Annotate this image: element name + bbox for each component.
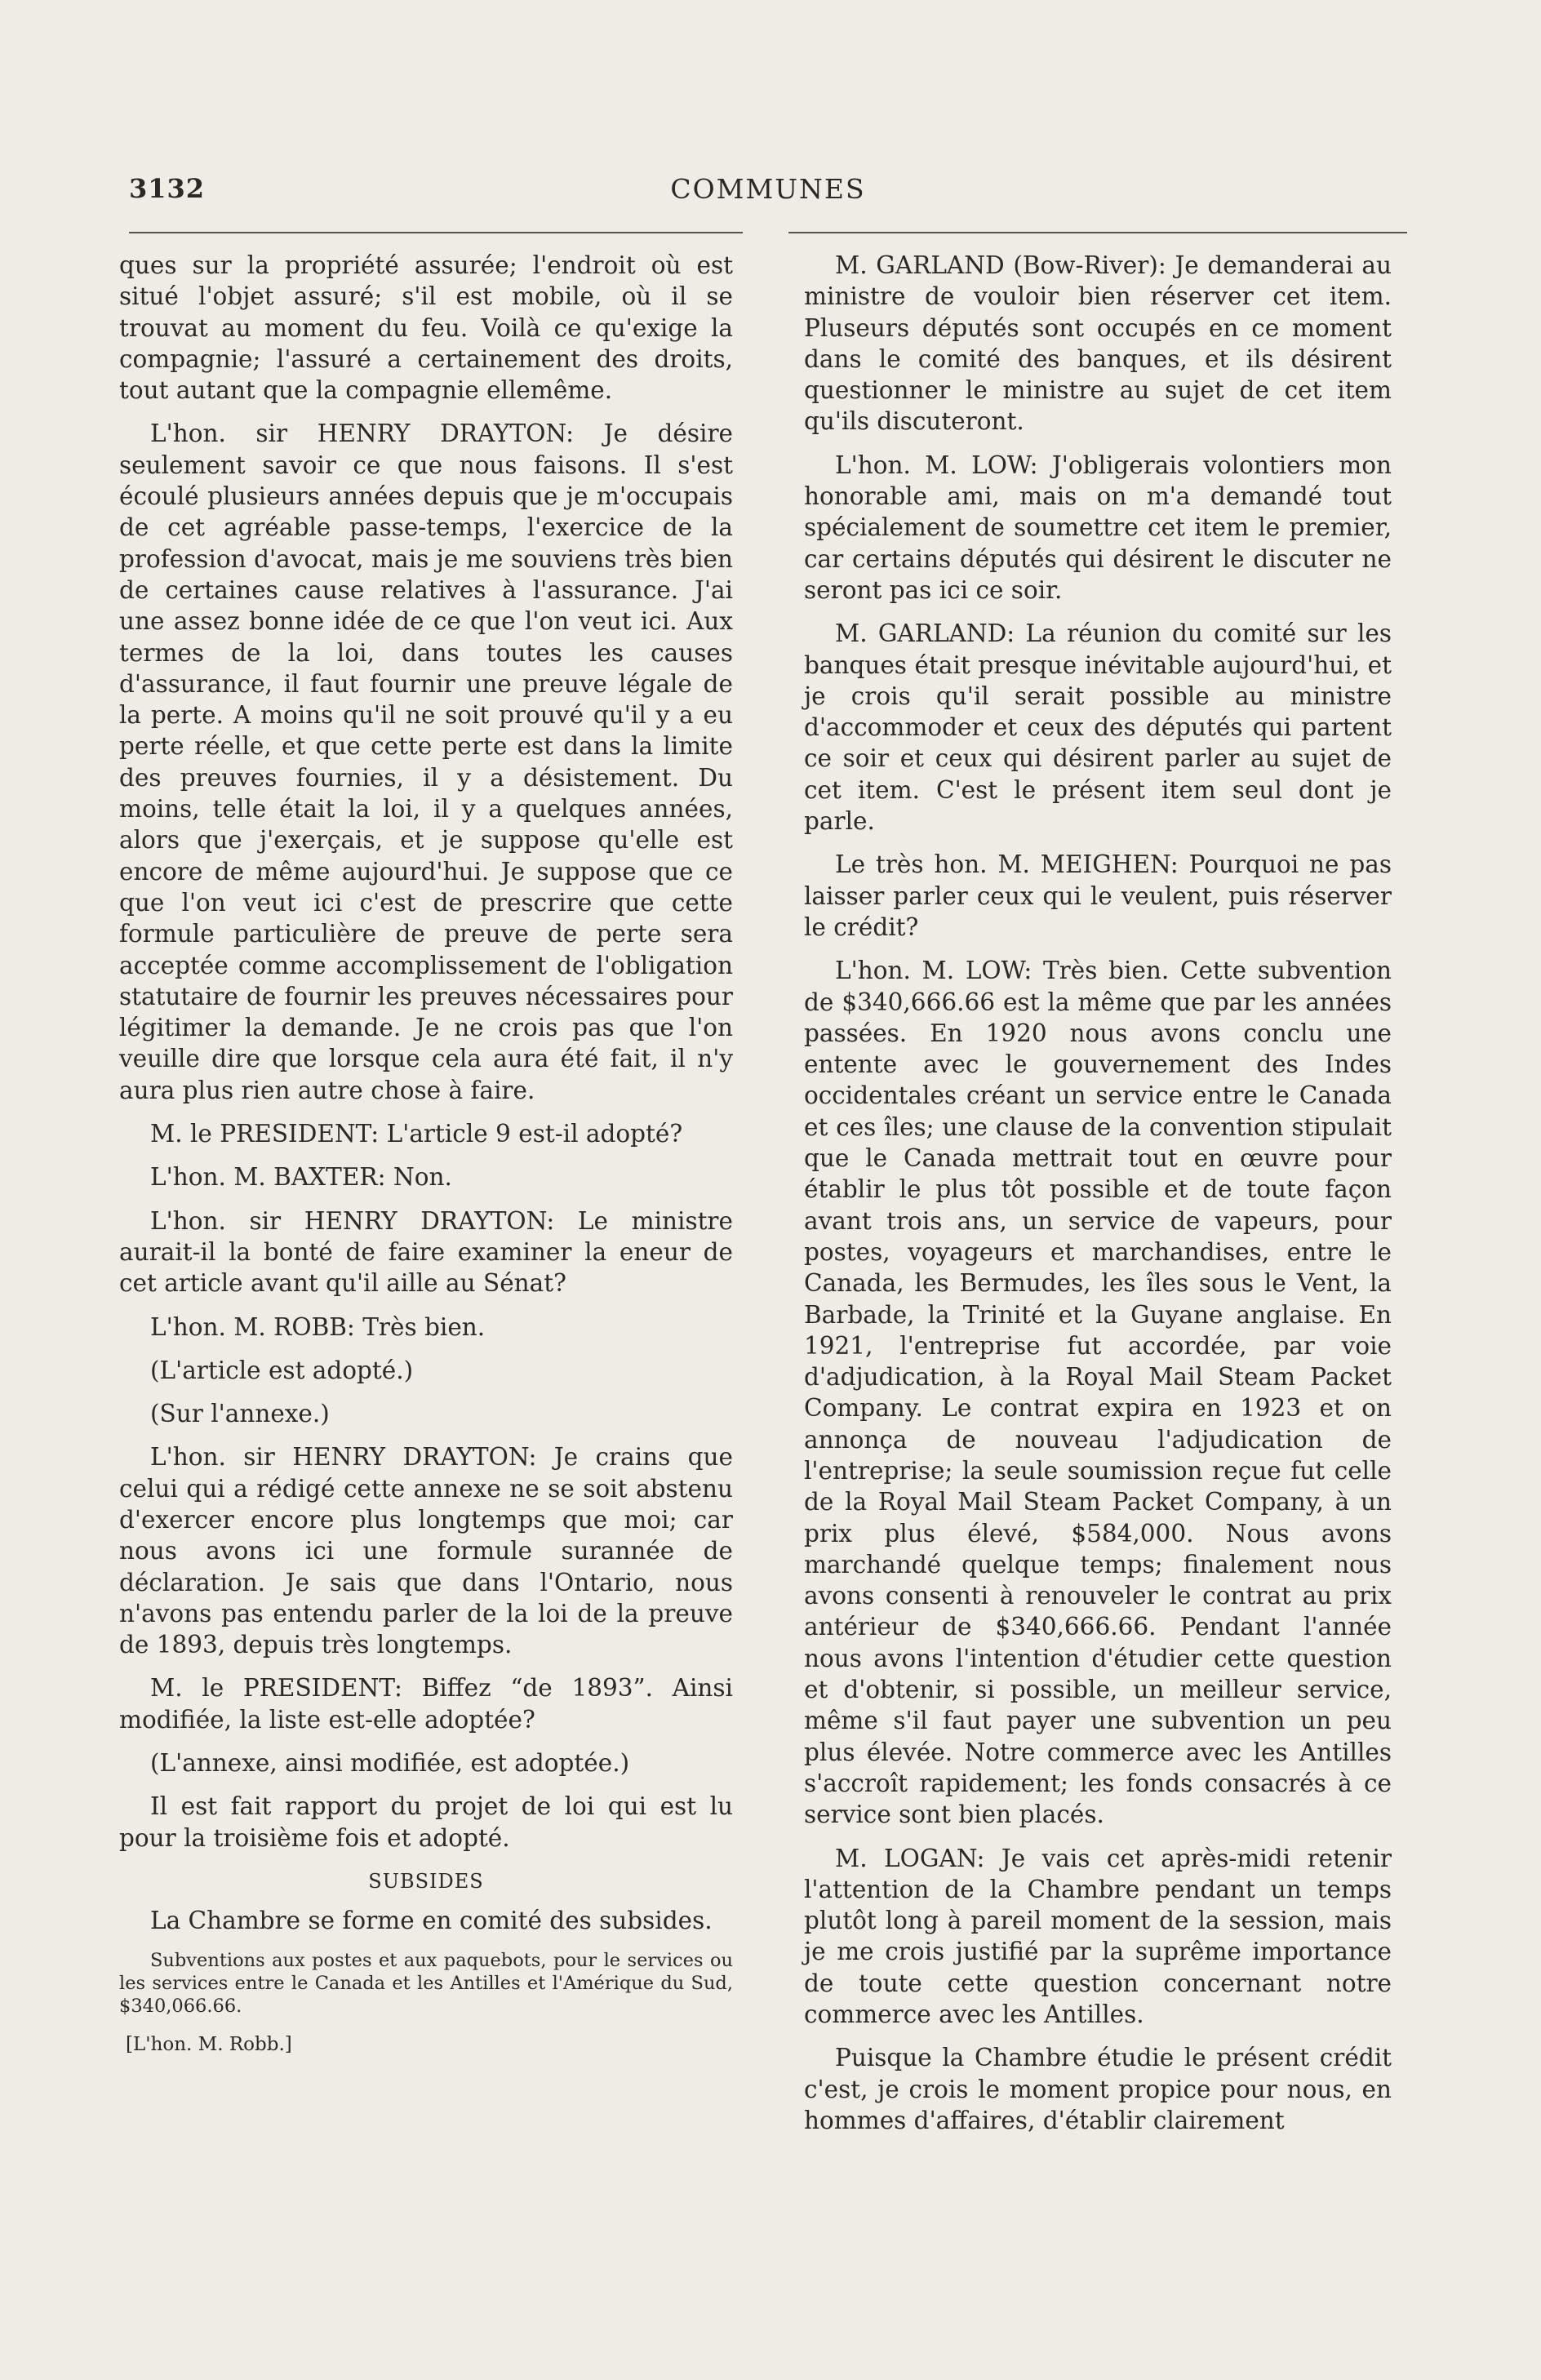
paragraph: Puisque la Chambre étudie le présent crédit c'est, je crois le moment propice pour nous, en hommes d'affaires, d'établir clairement xyxy=(804,2044,1392,2134)
paragraph: L'hon. sir HENRY DRAYTON: Le ministre aurait-il la bonté de faire examiner la eneur de cet article avant qu'il aille au Sénat? xyxy=(119,1206,733,1298)
paragraph: M. LOGAN: Je vais cet après-midi retenir l'attention de la Chambre pendant un temps plutôt long à pareil moment de la session, mais je me crois justifié par la suprême importance de toute cette question concernant notre commerce avec les Antilles. xyxy=(804,1844,1392,2029)
paragraph: Le très hon. M. MEIGHEN: Pourquoi ne pas laisser parler ceux qui le veulent, puis réserver le crédit? xyxy=(804,850,1392,941)
speaker-reference: [L'hon. M. Robb.] xyxy=(126,2033,292,2055)
page-header xyxy=(129,173,1407,206)
paragraph: L'hon. M. BAXTER: Non. xyxy=(150,1163,452,1192)
paragraph: L'hon. sir HENRY DRAYTON: Je crains que celui qui a rédigé cette annexe ne se soit abstenu d'exercer encore plus longtemps que moi; car nous avons ici une formule surannée de déclaration. Je sais que dans l'Ontario, nous n'avons pas entendu parler de la loi de la preuve de 1893, depuis très longtemps. xyxy=(119,1443,733,1659)
paragraph: L'hon. M. LOW: Très bien. Cette subvention de $340,666.66 est la même que par les années passées. En 1920 nous avons conclu une entente avec le gouvernement des Indes occidentales créant un service entre le Canada et ces îles; une clause de la convention stipulait que le Canada mettrait tout en œuvre pour établir le plus tôt possible et de toute façon avant trois ans, un service de vapeurs, pour postes, voyageurs et marchandises, entre le Canada, les Bermudes, les îles sous le Vent, la Barbade, la Trinité et la Guyane anglaise. En 1921, l'entreprise fut accordée, par voie d'adjudication, à la Royal Mail Steam Packet Company. Le contrat expira en 1923 et on annonça de nouveau l'adjudication de l'entreprise; la seule soumission reçue fut celle de la Royal Mail Steam Packet Company, à un prix plus élevé, $584,000. Nous avons marchandé quelque temps; finalement nous avons consenti à renouveler le contrat au prix antérieur de $340,666.66. Pendant l'année nous avons l'intention d'étudier cette question et d'obtenir, si possible, un meilleur service, même s'il faut payer une subvention un peu plus élevée. Notre commerce avec les Antilles s'accroît rapidement; les fonds consacrés à ce service sont bien placés. xyxy=(804,957,1392,1829)
right-column xyxy=(804,250,1392,2148)
paragraph: (L'article est adopté.) xyxy=(150,1356,414,1384)
header-rule-left xyxy=(129,232,743,233)
header-rule-right xyxy=(788,232,1407,233)
paragraph: ques sur la propriété assurée; l'endroit où est situé l'objet assuré; s'il est mobile, où il se trouvat au moment du feu. Voilà ce qu'exige la compagnie; l'assuré a certainement des droits, tout autant que la compagnie ellemême. xyxy=(119,251,733,405)
paragraph: M. le PRESIDENT: L'article 9 est-il adopté? xyxy=(150,1120,683,1148)
paragraph: M. le PRESIDENT: Biffez “de 1893”. Ainsi modifiée, la liste est-elle adoptée? xyxy=(119,1674,733,1734)
paragraph: L'hon. M. LOW: J'obligerais volontiers mon honorable ami, mais on m'a demandé tout spécialement de soumettre cet item le premier, car certains députés qui désirent le discuter ne seront pas ici ce soir. xyxy=(804,451,1392,604)
left-column xyxy=(119,250,733,2072)
running-title: COMMUNES xyxy=(670,173,866,205)
item-description: Subventions aux postes et aux paquebots, pour le services ou les services entre le Canada et les Antilles et l'Amérique du Sud, $340,066.66. xyxy=(119,1949,733,2017)
section-heading: SUBSIDES xyxy=(368,1869,484,1893)
paragraph: Il est fait rapport du projet de loi qui est lu pour la troisième fois et adopté. xyxy=(119,1792,733,1852)
paragraph: L'hon. sir HENRY DRAYTON: Je désire seulement savoir ce que nous faisons. Il s'est écoulé plusieurs années depuis que je m'occupais de cet agréable passe-temps, l'exercice de la profession d'avocat, mais je me souviens très bien de certaines cause relatives à l'assurance. J'ai une assez bonne idée de ce que l'on veut ici. Aux termes de la loi, dans toutes les causes d'assurance, il faut fournir une preuve légale de la perte. A moins qu'il ne soit prouvé qu'il y a eu perte réelle, et que cette perte est dans la limite des preuves fournies, il y a désistement. Du moins, telle était la loi, il y a quelques années, alors que j'exerçais, et je suppose qu'elle est encore de même aujourd'hui. Je suppose que ce que l'on veut ici c'est de prescrire que cette formule particulière de preuve de perte sera acceptée comme accomplissement de l'obligation statutaire de fournir les preuves nécessaires pour légitimer la demande. Je ne crois pas que l'on veuille dire que lorsque cela aura été fait, il n'y aura plus rien autre chose à faire. xyxy=(119,420,733,1104)
paragraph: (L'annexe, ainsi modifiée, est adoptée.) xyxy=(150,1749,630,1778)
paragraph: M. GARLAND: La réunion du comité sur les banques était presque inévitable aujourd'hui, et je crois qu'il serait possible au ministre d'accommoder et ceux des députés qui partent ce soir et ceux qui désirent parler au sujet de cet item. C'est le présent item seul dont je parle. xyxy=(804,619,1392,836)
paragraph: La Chambre se forme en comité des subsides. xyxy=(150,1907,713,1935)
paragraph: M. GARLAND (Bow-River): Je demanderai au ministre de vouloir bien réserver cet item. Pluseurs députés sont occupés en ce moment dans le comité des banques, et ils désirent questionner le ministre au sujet de cet item qu'ils discuteront. xyxy=(804,251,1392,436)
page-number: 3132 xyxy=(129,173,206,204)
paragraph: L'hon. M. ROBB: Très bien. xyxy=(150,1312,486,1341)
paragraph: (Sur l'annexe.) xyxy=(150,1400,330,1428)
